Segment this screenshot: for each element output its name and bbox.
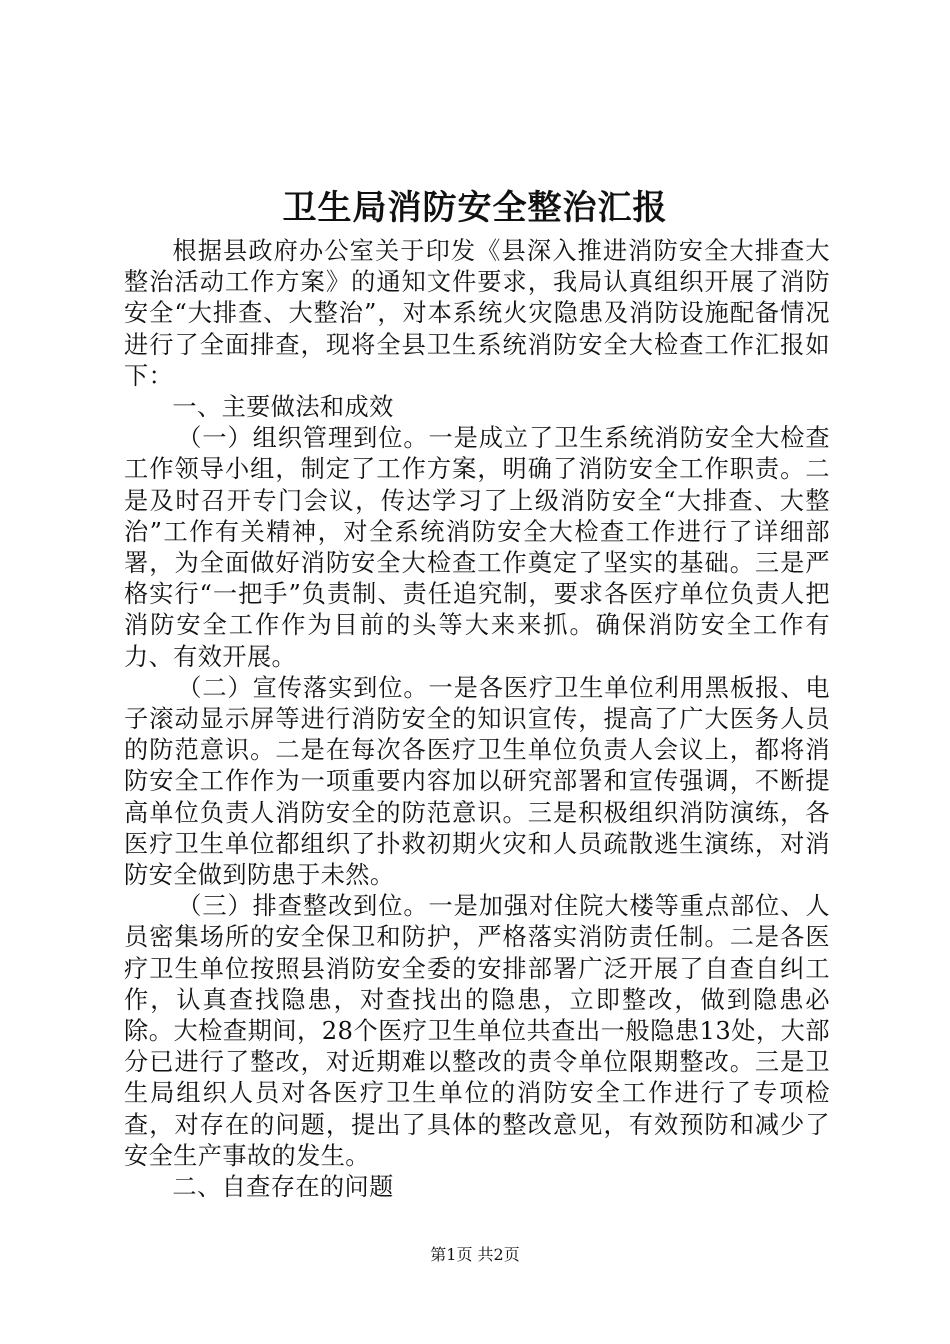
subsection-paragraph-3: （三）排查整改到位。一是加强对住院大楼等重点部位、人员密集场所的安全保卫和防护，严格落实消防责任制。二是各医疗卫生单位按照县消防安全委的安排部署广泛开展了自查自纠工作，认真查找隐患，对查找出的隐患，立即整改，做到隐患必除。大检查期间，28个医疗卫生单位共查出一般隐患13处，大部分已进行了整改，对近期难以整改的责令单位限期整改。三是卫生局组织人员对各医疗卫生单位的消防安全工作进行了专项检查，对存在的问题，提出了具体的整改意见，有效预防和减少了安全生产事故的发生。 — [124, 892, 830, 1170]
subsection-paragraph-1: （一）组织管理到位。一是成立了卫生系统消防安全大检查工作领导小组，制定了工作方案，明确了消防安全工作职责。二是及时召开专门会议，传达学习了上级消防安全“大排查、大整治”工作有关精神，对全系统消防安全大检查工作进行了详细部署，为全面做好消防安全大检查工作奠定了坚实的基础。三是严格实行“一把手”负责制、责任追究制，要求各医疗单位负责人把消防安全工作作为目前的头等大来来抓。确保消防安全工作有力、有效开展。 — [124, 424, 830, 671]
intro-paragraph: 根据县政府办公室关于印发《县深入推进消防安全大排查大整治活动工作方案》的通知文件要求，我局认真组织开展了消防安全“大排查、大整治”，对本系统火灾隐患及消防设施配备情况进行了全面排查，现将全县卫生系统消防安全大检查工作汇报如下： — [124, 237, 830, 390]
document-title: 卫生局消防安全整治汇报 — [282, 188, 668, 228]
subsection-paragraph-2: （二）宣传落实到位。一是各医疗卫生单位利用黑板报、电子滚动显示屏等进行消防安全的知识宣传，提高了广大医务人员的防范意识。二是在每次各医疗卫生单位负责人会议上，都将消防安全工作作为一项重要内容加以研究部署和宣传强调，不断提高单位负责人消防安全的防范意识。三是积极组织消防演练，各医疗卫生单位都组织了扑救初期火灾和人员疏散逃生演练，对消防安全做到防患于未然。 — [124, 673, 830, 890]
section-heading-1: 一、主要做法和成效 — [172, 393, 394, 422]
page-footer: 第1页 共2页 — [430, 1245, 520, 1264]
section-heading-2: 二、自查存在的问题 — [172, 1173, 394, 1202]
document-body — [124, 236, 830, 1203]
